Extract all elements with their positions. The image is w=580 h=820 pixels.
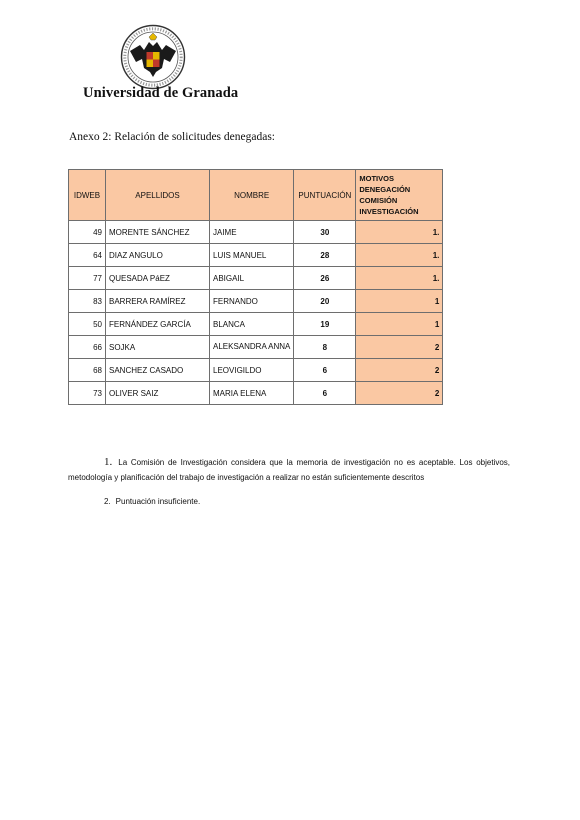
cell-motivo: 2 bbox=[356, 336, 443, 359]
cell-motivo: 1 bbox=[356, 290, 443, 313]
cell-puntuacion: 8 bbox=[294, 336, 356, 359]
cell-nombre: FERNANDO bbox=[210, 290, 294, 313]
cell-apellidos: DIAZ ANGULO bbox=[106, 244, 210, 267]
column-header-apellidos: APELLIDOS bbox=[106, 170, 210, 221]
cell-nombre: MARIA ELENA bbox=[210, 382, 294, 405]
cell-puntuacion: 28 bbox=[294, 244, 356, 267]
cell-puntuacion: 20 bbox=[294, 290, 356, 313]
table-row bbox=[69, 290, 443, 313]
column-header-idweb: IDWEB bbox=[69, 170, 106, 221]
cell-idweb: 73 bbox=[69, 382, 106, 405]
table-row bbox=[69, 244, 443, 267]
footnote-2 bbox=[104, 497, 200, 506]
cell-nombre: ABIGAIL bbox=[210, 267, 294, 290]
cell-idweb: 68 bbox=[69, 359, 106, 382]
cell-apellidos: OLIVER SAIZ bbox=[106, 382, 210, 405]
cell-idweb: 83 bbox=[69, 290, 106, 313]
cell-nombre: JAIME bbox=[210, 221, 294, 244]
cell-puntuacion: 30 bbox=[294, 221, 356, 244]
column-header-motivos: MOTIVOS DENEGACIÓN COMISIÓN INVESTIGACIÓN bbox=[356, 170, 443, 221]
table-row bbox=[69, 267, 443, 290]
cell-nombre: BLANCA bbox=[210, 313, 294, 336]
cell-apellidos: MORENTE SÁNCHEZ bbox=[106, 221, 210, 244]
cell-puntuacion: 6 bbox=[294, 359, 356, 382]
cell-nombre: LEOVIGILDO bbox=[210, 359, 294, 382]
annex-title: Anexo 2: Relación de solicitudes denegadas: bbox=[69, 131, 275, 143]
cell-idweb: 64 bbox=[69, 244, 106, 267]
footnote-1-number: 1. bbox=[104, 456, 113, 468]
cell-apellidos: BARRERA RAMÍREZ bbox=[106, 290, 210, 313]
cell-idweb: 66 bbox=[69, 336, 106, 359]
cell-motivo: 2 bbox=[356, 359, 443, 382]
footnote-2-number: 2. bbox=[104, 497, 111, 506]
university-name: Universidad de Granada bbox=[83, 85, 239, 101]
table-row bbox=[69, 221, 443, 244]
cell-apellidos: SANCHEZ CASADO bbox=[106, 359, 210, 382]
column-header-puntuacion: PUNTUACIÓN bbox=[294, 170, 356, 221]
cell-apellidos: SOJKA bbox=[106, 336, 210, 359]
column-header-nombre: NOMBRE bbox=[210, 170, 294, 221]
table-row bbox=[69, 336, 443, 359]
footnote-2-text: Puntuación insuficiente. bbox=[115, 497, 201, 506]
cell-nombre: LUIS MANUEL bbox=[210, 244, 294, 267]
cell-motivo: 2 bbox=[356, 382, 443, 405]
cell-idweb: 49 bbox=[69, 221, 106, 244]
university-seal-logo bbox=[120, 24, 186, 90]
cell-idweb: 50 bbox=[69, 313, 106, 336]
cell-puntuacion: 26 bbox=[294, 267, 356, 290]
cell-motivo: 1. bbox=[356, 267, 443, 290]
cell-apellidos: FERNÁNDEZ GARCÍA bbox=[106, 313, 210, 336]
cell-motivo: 1. bbox=[356, 221, 443, 244]
table-row bbox=[69, 359, 443, 382]
cell-puntuacion: 19 bbox=[294, 313, 356, 336]
denied-applications-table bbox=[68, 169, 443, 405]
table-header-row bbox=[69, 170, 443, 221]
cell-nombre: ALEKSANDRA ANNA bbox=[210, 336, 294, 359]
cell-motivo: 1. bbox=[356, 244, 443, 267]
table-row bbox=[69, 382, 443, 405]
table-row bbox=[69, 313, 443, 336]
footnote-1 bbox=[68, 455, 510, 485]
footnote-1-text: La Comisión de Investigación considera que la memoria de investigación no es aceptable. Los objetivos, metodología y planificación del trabajo de investigación a realizar no están suficientemente descritos bbox=[68, 458, 510, 482]
cell-idweb: 77 bbox=[69, 267, 106, 290]
cell-puntuacion: 6 bbox=[294, 382, 356, 405]
cell-apellidos: QUESADA PáEZ bbox=[106, 267, 210, 290]
cell-motivo: 1 bbox=[356, 313, 443, 336]
